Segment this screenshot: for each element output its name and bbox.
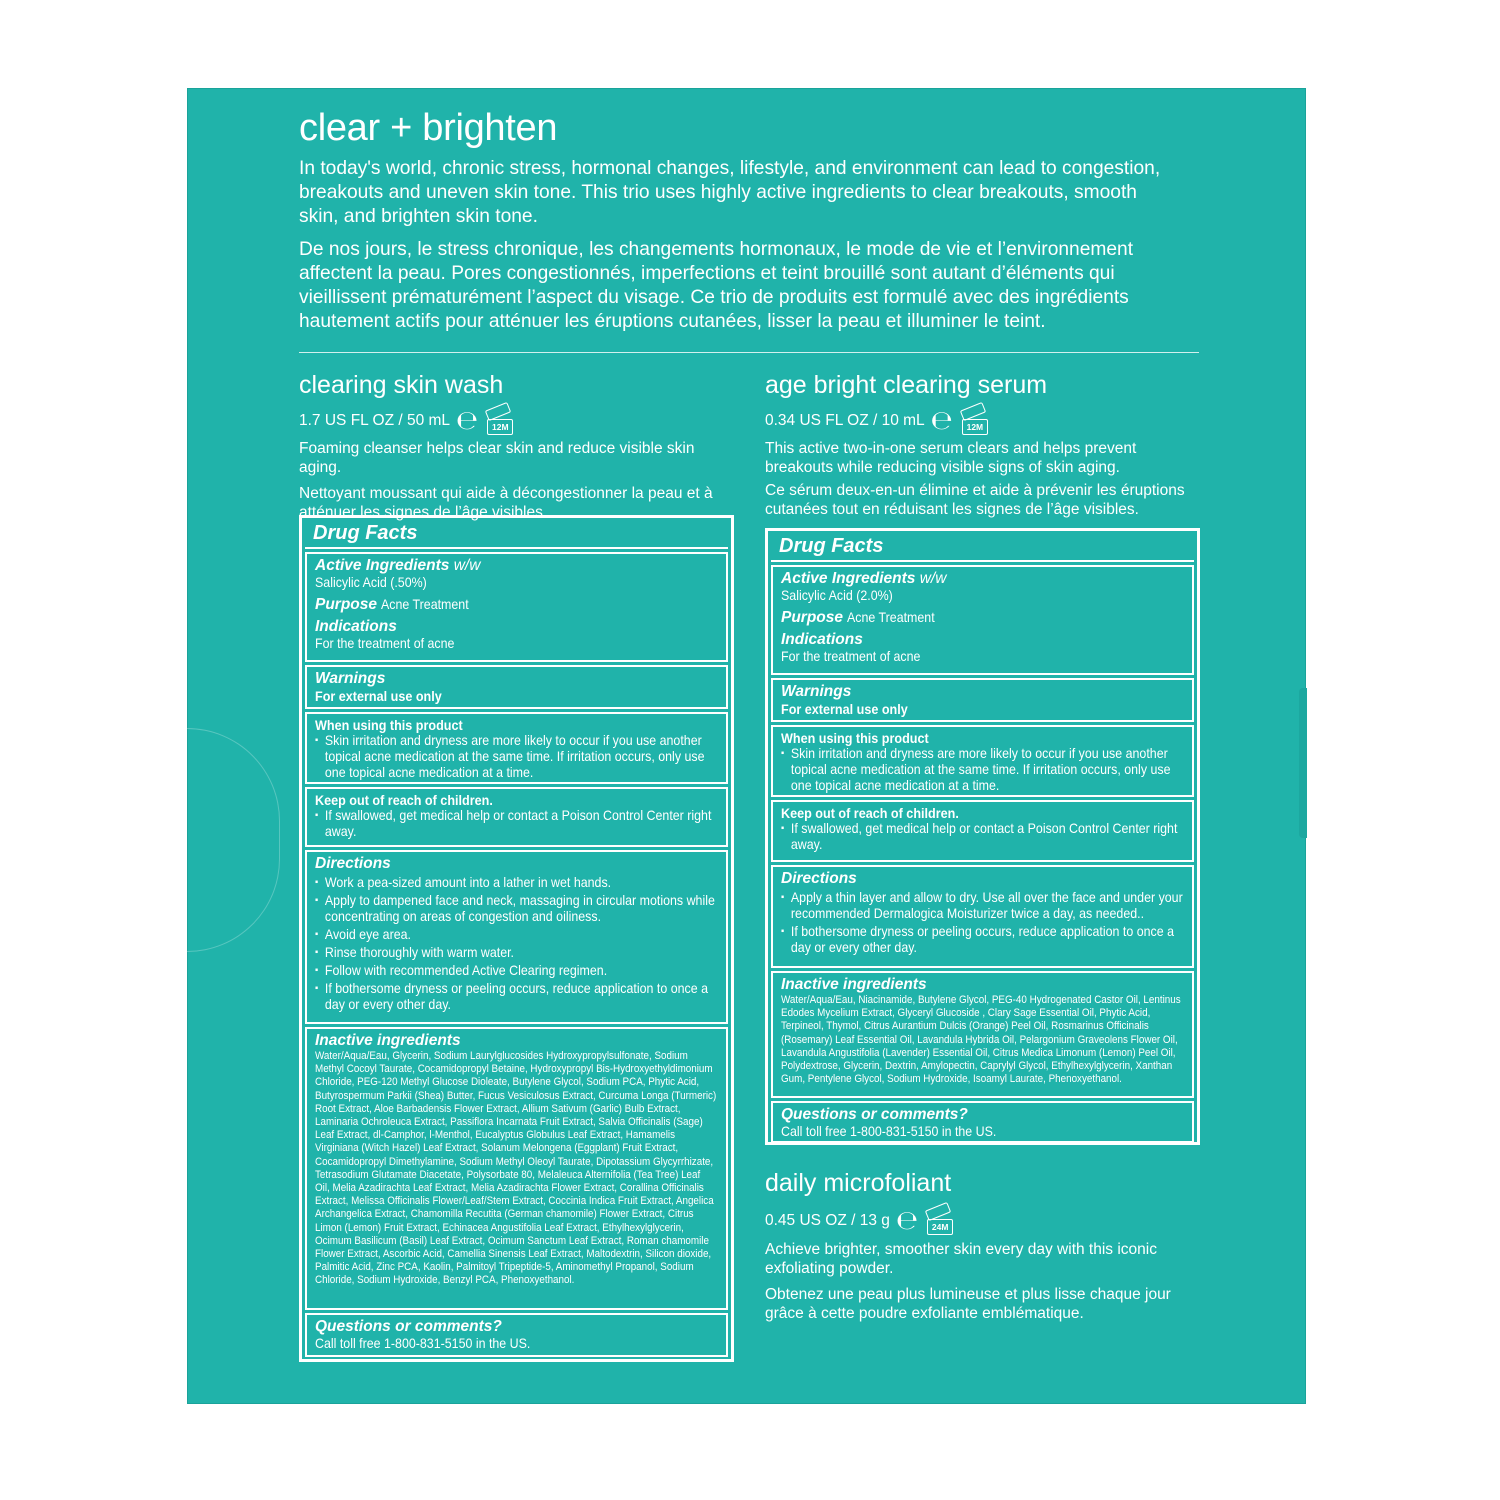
warnings-section bbox=[771, 678, 1194, 722]
active-value: Salicylic Acid (.50%) bbox=[315, 575, 427, 590]
indications-value: For the treatment of acne bbox=[315, 636, 455, 651]
active-label: Active Ingredients bbox=[781, 570, 916, 587]
directions-section bbox=[305, 850, 728, 1024]
estimated-sign-icon: ℮ bbox=[456, 406, 479, 436]
active-suffix: w/w bbox=[453, 557, 481, 574]
active-value: Salicylic Acid (2.0%) bbox=[781, 588, 893, 603]
product-title: age bright clearing serum bbox=[765, 371, 1048, 399]
inactive-section bbox=[305, 1027, 728, 1310]
inactive-label: Inactive ingredients bbox=[315, 1032, 461, 1049]
questions-label: Questions or comments? bbox=[781, 1106, 968, 1123]
directions-item: ▪ Follow with recommended Active Clearing regimen. bbox=[315, 963, 727, 979]
when-using-item: ▪ Skin irritation and dryness are more likely to occur if you use another topical acne medication at the same time. If irritation occurs, only use one topical acne medication at a time. bbox=[781, 746, 1193, 794]
intro-english: In today's world, chronic stress, hormonal changes, lifestyle, and environment can lead to congestion, breakouts and uneven skin tone. This trio uses highly active ingredients to clear breakouts, smooth skin, and brighten skin tone. bbox=[299, 158, 1161, 227]
product-size-row bbox=[765, 1206, 1205, 1236]
product-desc-en: Foaming cleanser helps clear skin and reduce visible skin aging. bbox=[299, 440, 695, 476]
estimated-sign-icon: ℮ bbox=[895, 1206, 919, 1236]
page-title: clear + brighten bbox=[299, 107, 558, 149]
questions-section bbox=[771, 1101, 1194, 1143]
keep-out-section bbox=[305, 787, 728, 847]
warnings-section bbox=[305, 665, 728, 709]
estimated-sign-icon: ℮ bbox=[930, 406, 953, 436]
indications-value: For the treatment of acne bbox=[781, 649, 921, 664]
product-size-row bbox=[299, 406, 739, 436]
inactive-section bbox=[771, 971, 1194, 1098]
keep-out-label: Keep out of reach of children. bbox=[781, 805, 959, 821]
product-clearing-skin-wash bbox=[299, 370, 739, 522]
when-using-label: When using this product bbox=[781, 730, 929, 746]
divider bbox=[299, 352, 1199, 353]
active-label: Active Ingredients bbox=[315, 557, 450, 574]
product-size: 1.7 US FL OZ / 50 mL bbox=[299, 412, 451, 429]
product-desc-fr: Ce sérum deux-en-un élimine et aide à prévenir les éruptions cutanées tout en réduisant les signes de l’âge visibles. bbox=[765, 482, 1185, 518]
keep-out-label: Keep out of reach of children. bbox=[315, 792, 493, 808]
questions-value: Call toll free 1-800-831-5150 in the US. bbox=[315, 1336, 531, 1351]
product-age-bright-serum bbox=[765, 370, 1205, 519]
directions-item: ▪ Apply a thin layer and allow to dry. Use all over the face and under your recommended Dermalogica Moisturizer twice a day, as needed.. bbox=[781, 890, 1193, 922]
drug-facts-panel-serum bbox=[765, 528, 1200, 1145]
when-using-label: When using this product bbox=[315, 717, 463, 733]
product-title: clearing skin wash bbox=[299, 371, 504, 399]
directions-item: ▪ Rinse thoroughly with warm water. bbox=[315, 945, 727, 961]
inactive-label: Inactive ingredients bbox=[781, 976, 927, 993]
keep-out-section bbox=[771, 800, 1194, 862]
warnings-label: Warnings bbox=[781, 683, 852, 700]
questions-value: Call toll free 1-800-831-5150 in the US. bbox=[781, 1124, 997, 1139]
product-size-row bbox=[765, 406, 1205, 436]
thumb-notch bbox=[187, 728, 280, 952]
active-section bbox=[305, 552, 728, 662]
when-using-section bbox=[771, 725, 1194, 797]
questions-label: Questions or comments? bbox=[315, 1318, 502, 1335]
inactive-value: Water/Aqua/Eau, Glycerin, Sodium Laurylglucosides Hydroxypropylsulfonate, Sodium Methyl Cocoyl Taurate, Cocamidopropyl Betaine, Hydroxypropyl Bis-Hydroxyethyldimonium Chloride, PEG-120 Methyl Glucose Dioleate, Butylene Glycol, Sodium PCA, Phytic Acid, Butyrospermum Parkii (Shea) Butter, Fucus Vesiculosus Extract, Curcuma Longa (Turmeric) Root Extract, Aloe Barbadensis Flower Extract, Allium Sativum (Garlic) Bulb Extract, Laminaria Ochroleuca Extract, Passiflora Incarnata Fruit Extract, Salvia Officinalis (Sage) Leaf Extract, dl-Camphor, l-Menthol, Eucalyptus Globulus Leaf Extract, Hamamelis Virginiana (Witch Hazel) Leaf Extract, Solanum Melongena (Eggplant) Fruit Extract, Cocamidopropyl Dimethylamine, Sodium Methyl Oleoyl Taurate, Dipotassium Glycyrrhizate, Tetrasodium Glutamate Diacetate, Polysorbate 80, Melaleuca Alternifolia (Tea Tree) Leaf Oil, Melia Azadirachta Leaf Extract, Melia Azadirachta Flower Extract, Corallina Officinalis Extract, Melissa Officinalis Flower/Leaf/Stem Extract, Coccinia Indica Fruit Extract, Angelica Archangelica Extract, Chamomilla Recutita (German chamomile) Flower Extract, Citrus Limon (Lemon) Fruit Extract, Echinacea Angustifolia Leaf Extract, Ethylhexylglycerin, Ocimum Basilicum (Basil) Leaf Extract, Ocimum Sanctum Leaf Extract, Roman chamomile Flower Extract, Ascorbic Acid, Camellia Sinensis Leaf Extract, Maltodextrin, Silicon dioxide, Palmitic Acid, Zinc PCA, Kaolin, Palmitoyl Tripeptide-5, Aminomethyl Propanol, Sodium Chloride, Sodium Hydroxide, Benzyl PCA, Phenoxyethanol. bbox=[315, 1050, 717, 1287]
purpose-value: Acne Treatment bbox=[381, 597, 470, 612]
indications-label: Indications bbox=[315, 618, 397, 635]
product-daily-microfoliant bbox=[765, 1168, 1205, 1323]
warnings-value: For external use only bbox=[315, 688, 442, 704]
drug-facts-heading: Drug Facts bbox=[313, 522, 418, 544]
directions-label: Directions bbox=[781, 870, 857, 887]
directions-label: Directions bbox=[315, 855, 391, 872]
product-desc-en: Achieve brighter, smoother skin every day with this iconic exfoliating powder. bbox=[765, 1241, 1157, 1277]
product-size: 0.45 US OZ / 13 g bbox=[765, 1212, 890, 1229]
directions-item: ▪ If bothersome dryness or peeling occurs, reduce application to once a day or every other day. bbox=[781, 924, 1193, 956]
purpose-label: Purpose bbox=[315, 596, 378, 613]
purpose-label: Purpose bbox=[781, 609, 844, 626]
keep-out-item: ▪ If swallowed, get medical help or contact a Poison Control Center right away. bbox=[315, 808, 727, 840]
directions-item: ▪ Apply to dampened face and neck, massaging in circular motions while concentrating on areas of congestion and oiliness. bbox=[315, 893, 727, 925]
inactive-value: Water/Aqua/Eau, Niacinamide, Butylene Glycol, PEG-40 Hydrogenated Castor Oil, Lentinus Edodes Mycelium Extract, Glyceryl Glucoside , Clary Sage Essential Oil, Phytic Acid, Terpineol, Thymol, Citrus Aurantium Dulcis (Orange) Peel Oil, Rosmarinus Officinalis (Rosemary) Leaf Essential Oil, Lavandula Hybrida Oil, Pelargonium Graveolens Flower Oil, Lavandula Angustifolia (Lavender) Essential Oil, Citrus Medica Limonum (Lemon) Peel Oil, Polydextrose, Glycerin, Dextrin, Amylopectin, Caprylyl Glycol, Ethylhexylglycerin, Xanthan Gum, Pentylene Glycol, Sodium Hydroxide, Isoamyl Laurate, Phenoxyethanol. bbox=[781, 994, 1181, 1086]
keep-out-item: ▪ If swallowed, get medical help or contact a Poison Control Center right away. bbox=[781, 821, 1193, 853]
active-section bbox=[771, 565, 1194, 675]
side-tab bbox=[1299, 688, 1307, 838]
product-desc-en: This active two-in-one serum clears and helps prevent breakouts while reducing visible signs of skin aging. bbox=[765, 440, 1137, 476]
active-suffix: w/w bbox=[919, 570, 947, 587]
directions-item: ▪ Work a pea-sized amount into a lather in wet hands. bbox=[315, 875, 727, 891]
questions-section bbox=[305, 1313, 728, 1357]
intro-french: De nos jours, le stress chronique, les changements hormonaux, le mode de vie et l’environnement affectent la peau. Pores congestionnés, imperfections et teint brouillé sont autant d’éléments qui vieillissent prématurément l’aspect du visage. Ce trio de produits est formulé avec des ingrédients hautement actifs pour atténuer les éruptions cutanées, lisser la peau et illuminer le teint. bbox=[299, 239, 1134, 332]
purpose-value: Acne Treatment bbox=[847, 610, 936, 625]
drug-facts-panel-wash bbox=[299, 515, 734, 1362]
open-jar-pao-icon: 24M bbox=[924, 1206, 954, 1236]
directions-item: ▪ If bothersome dryness or peeling occurs, reduce application to once a day or every other day. bbox=[315, 981, 727, 1013]
directions-section bbox=[771, 865, 1194, 968]
drug-facts-heading: Drug Facts bbox=[779, 535, 884, 557]
indications-label: Indications bbox=[781, 631, 863, 648]
open-jar-pao-icon: 12M bbox=[959, 406, 989, 436]
product-desc-fr: Nettoyant moussant qui aide à décongestionner la peau et à atténuer les signes de l’âge visibles. bbox=[299, 485, 713, 521]
product-size: 0.34 US FL OZ / 10 mL bbox=[765, 412, 925, 429]
warnings-value: For external use only bbox=[781, 701, 908, 717]
product-title: daily microfoliant bbox=[765, 1169, 952, 1197]
open-jar-pao-icon: 12M bbox=[484, 406, 514, 436]
when-using-section bbox=[305, 712, 728, 784]
warnings-label: Warnings bbox=[315, 670, 386, 687]
directions-item: ▪ Avoid eye area. bbox=[315, 927, 727, 943]
when-using-item: ▪ Skin irritation and dryness are more likely to occur if you use another topical acne medication at the same time. If irritation occurs, only use one topical acne medication at a time. bbox=[315, 733, 727, 781]
product-desc-fr: Obtenez une peau plus lumineuse et plus lisse chaque jour grâce à cette poudre exfoliante emblématique. bbox=[765, 1286, 1171, 1322]
